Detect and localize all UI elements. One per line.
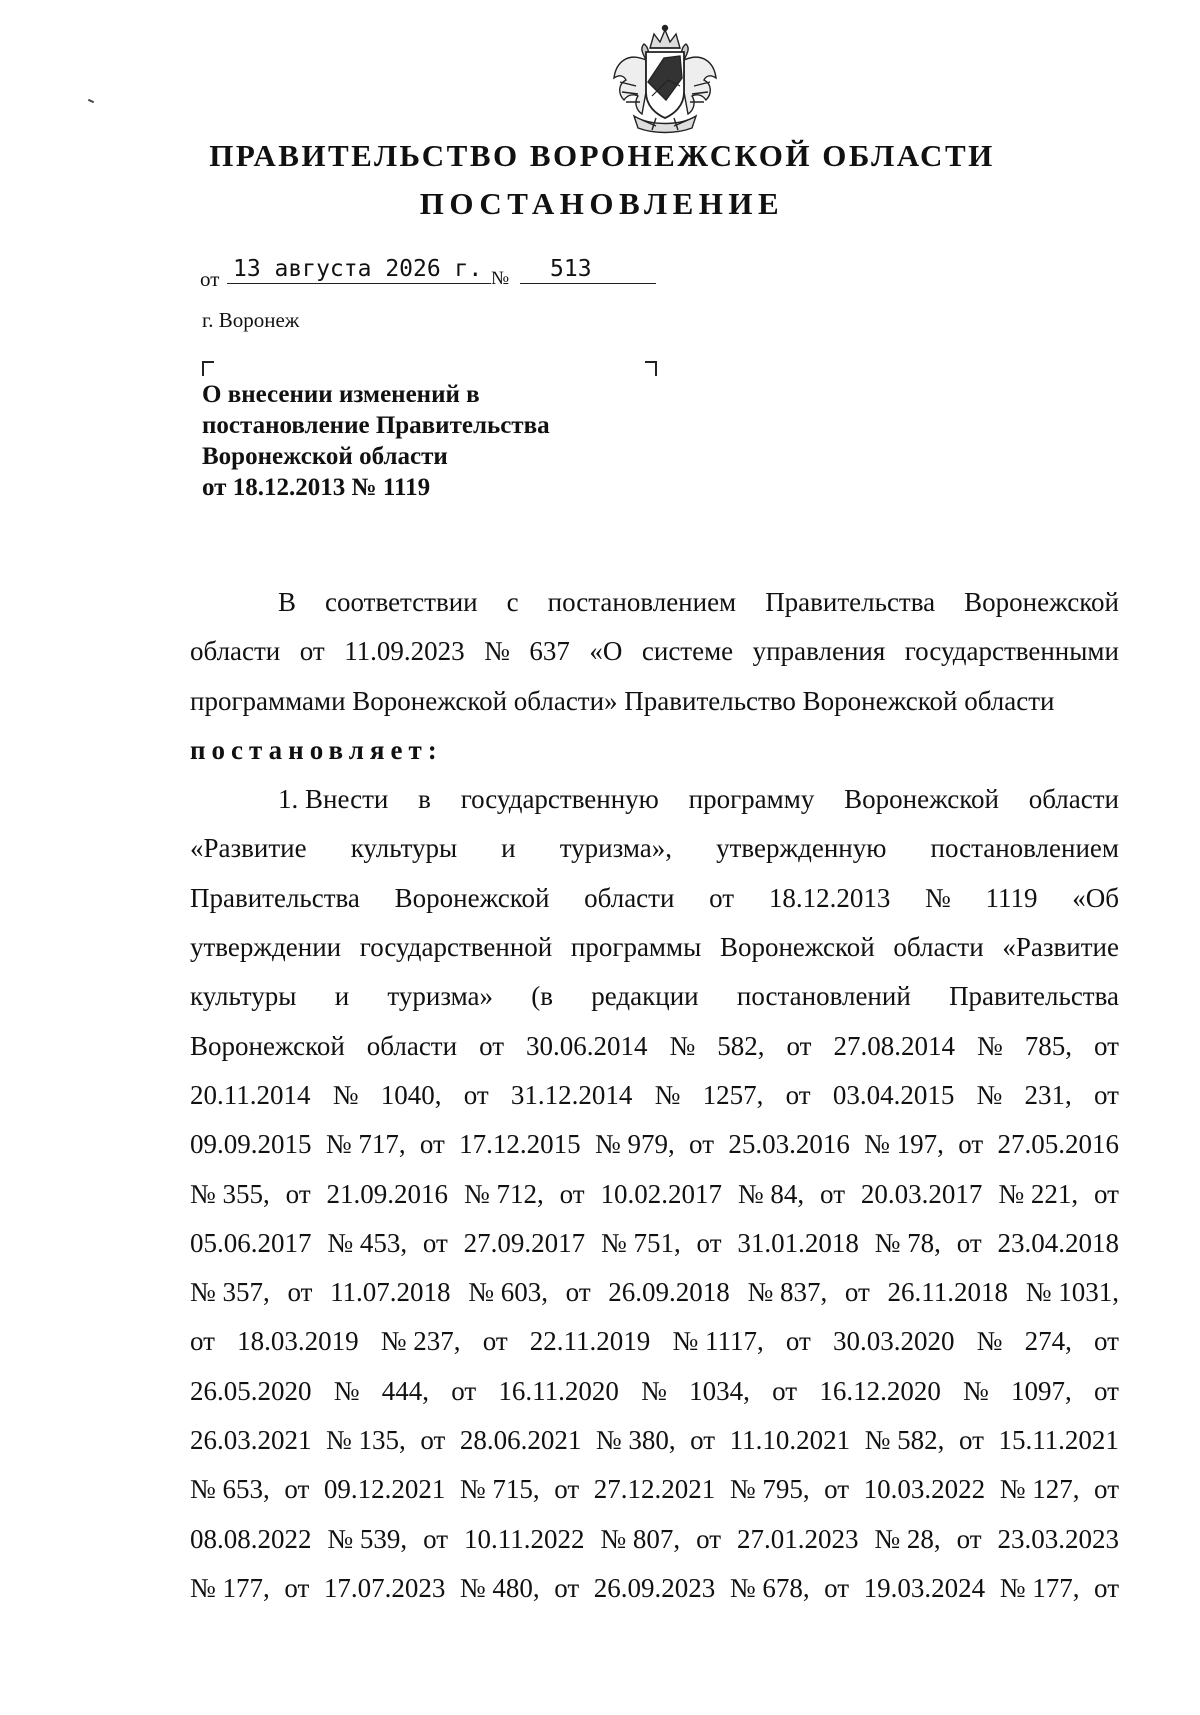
- body-word: 27.09.2017: [463, 1227, 586, 1258]
- body-word: области: [190, 636, 281, 667]
- body-word: от: [958, 1425, 984, 1456]
- body-word: № 84,: [737, 1178, 805, 1209]
- subject-bracket-right: [645, 361, 657, 376]
- body-word: № 717,: [325, 1129, 406, 1160]
- body-line: [190, 1022, 1119, 1071]
- body-word: 16.11.2020: [498, 1375, 619, 1406]
- body-word: от: [422, 1227, 448, 1258]
- body-word: от: [423, 1523, 449, 1554]
- body-word: 26.09.2023: [593, 1572, 716, 1603]
- body-word: «Об: [1072, 882, 1119, 913]
- body-word: 1257,: [702, 1079, 764, 1110]
- body-line: [190, 677, 1119, 726]
- body-word: от: [554, 1474, 580, 1505]
- body-line: [190, 923, 1119, 972]
- body-word: 09.12.2021: [323, 1474, 446, 1505]
- body-word: 03.04.2015: [832, 1079, 955, 1110]
- body-word: области: [366, 1030, 458, 1061]
- body-word: 17.12.2015: [459, 1129, 581, 1160]
- body-word: № 979,: [594, 1129, 675, 1160]
- body-word: от: [299, 636, 325, 667]
- body-word: (в: [531, 981, 554, 1012]
- body-word: культуры: [350, 833, 458, 864]
- body-word: области: [1028, 784, 1119, 815]
- body-word: №: [332, 1079, 359, 1110]
- body-word: № 135,: [326, 1425, 406, 1456]
- body-word: 26.03.2021: [190, 1425, 312, 1456]
- body-word: от: [1093, 1326, 1119, 1357]
- body-word: 30.03.2020: [832, 1326, 955, 1357]
- body-line: [190, 1268, 1119, 1317]
- body-word: № 582,: [864, 1425, 945, 1456]
- body-word: соответствии: [325, 587, 478, 617]
- body-word: 26.05.2020: [190, 1375, 312, 1406]
- number-field: 513: [520, 255, 656, 284]
- body-word: программами Воронежской области» Правительство Воронежской области: [190, 685, 1055, 716]
- body-word: 26.11.2018: [887, 1277, 1009, 1308]
- body-word: 17.07.2023: [323, 1572, 446, 1603]
- body-word: №: [333, 1375, 360, 1406]
- body-word: 08.08.2022: [190, 1523, 312, 1554]
- body-line: [190, 578, 1119, 627]
- body-word: Воронежской: [719, 932, 875, 963]
- body-word: № 712,: [463, 1178, 544, 1209]
- body-word: культуры: [190, 981, 297, 1012]
- body-word: и: [334, 981, 350, 1012]
- body-word: № 453,: [327, 1227, 408, 1258]
- body-word: № 380,: [595, 1425, 676, 1456]
- body-word: от: [772, 1375, 798, 1406]
- body-word: Воронежской: [964, 587, 1119, 617]
- body-word: «Развитие: [190, 833, 307, 864]
- body-word: № 603,: [468, 1277, 548, 1308]
- body-word: 1. Внести: [278, 784, 389, 815]
- body-line: [190, 972, 1119, 1021]
- body-word: № 127,: [999, 1474, 1080, 1505]
- body-word: и: [501, 833, 516, 864]
- body-word: управления: [752, 636, 886, 667]
- body-word: № 357,: [190, 1277, 270, 1308]
- body-word: 27.08.2014: [833, 1030, 955, 1061]
- body-word: 11.07.2018: [330, 1277, 451, 1308]
- body-line: [190, 775, 1119, 824]
- body-word: от: [1094, 1030, 1119, 1061]
- body-word: 10.02.2017: [600, 1178, 722, 1209]
- subject-line: О внесении изменений в: [202, 381, 480, 408]
- body-word: 11.10.2021: [729, 1425, 851, 1456]
- body-word: туризма»,: [559, 833, 673, 864]
- body-word: редакции: [591, 981, 699, 1012]
- body-word: 1119: [985, 882, 1038, 913]
- body-line: [190, 1515, 1119, 1564]
- body-word: №: [654, 1079, 681, 1110]
- body-line: [190, 1170, 1119, 1219]
- body-word: 09.09.2015: [190, 1129, 312, 1160]
- body-word: № 221,: [998, 1178, 1079, 1209]
- body-word: от: [824, 1572, 850, 1603]
- body-word: от: [190, 1326, 215, 1357]
- body-word: 582,: [717, 1030, 765, 1061]
- body-line: [190, 1367, 1119, 1416]
- body-word: 22.11.2019: [529, 1326, 651, 1357]
- body-word: от: [284, 1474, 310, 1505]
- body-word: № 355,: [190, 1178, 270, 1209]
- body-word: 20.03.2017: [860, 1178, 983, 1209]
- body-word: № 78,: [874, 1227, 941, 1258]
- document-type-title: ПОСТАНОВЛЕНИЕ: [419, 186, 785, 221]
- body-word: № 197,: [864, 1129, 944, 1160]
- body-word: 28.06.2021: [459, 1425, 582, 1456]
- body-word: от: [419, 1129, 445, 1160]
- coat-of-arms-icon: [606, 22, 724, 138]
- body-word: в: [418, 784, 431, 815]
- body-word: № 480,: [459, 1572, 540, 1603]
- body-line: [190, 874, 1119, 923]
- body-word: №: [484, 636, 510, 667]
- subject-heading: [202, 379, 550, 503]
- scan-artifact: [88, 99, 94, 103]
- body-word: № 715,: [459, 1474, 540, 1505]
- body-word: от: [565, 1277, 591, 1308]
- body-word: № 177,: [190, 1572, 270, 1603]
- body-word: 23.04.2018: [997, 1227, 1119, 1258]
- body-word: 27.01.2023: [736, 1523, 859, 1554]
- body-word: области: [893, 932, 984, 963]
- date-field: 13 августа 2026 г.: [227, 255, 491, 284]
- body-word: от: [689, 1129, 714, 1160]
- body-word: программу: [688, 784, 815, 815]
- body-word: программы: [570, 932, 702, 963]
- body-word: 16.12.2020: [819, 1375, 941, 1406]
- body-word: постановлением: [547, 587, 737, 617]
- body-word: 25.03.2016: [728, 1129, 850, 1160]
- body-word: от: [785, 1326, 811, 1357]
- body-word: постановлений: [736, 981, 911, 1012]
- body-word: 30.06.2014: [526, 1030, 648, 1061]
- number-prefix-label: №: [491, 268, 510, 289]
- body-word: № 837,: [747, 1277, 828, 1308]
- body-word: №: [669, 1030, 696, 1061]
- body-word: 20.11.2014: [190, 1079, 311, 1110]
- body-word: от: [559, 1178, 585, 1209]
- body-word: №: [976, 1326, 1003, 1357]
- body-word: 18.12.2013: [768, 882, 891, 913]
- body-word: 19.03.2024: [863, 1572, 986, 1603]
- body-word: № 177,: [999, 1572, 1080, 1603]
- body-word: № 1117,: [672, 1326, 764, 1357]
- body-word: № 751,: [600, 1227, 681, 1258]
- body-word: 23.03.2023: [997, 1523, 1119, 1554]
- body-word: № 28,: [874, 1523, 941, 1554]
- body-word: № 678,: [729, 1572, 810, 1603]
- body-text: [190, 578, 1119, 1613]
- body-word: государственными: [904, 636, 1119, 667]
- subject-line: постановление Правительства: [202, 412, 550, 439]
- subject-line: от 18.12.2013 № 1119: [202, 474, 431, 501]
- body-line: [190, 1564, 1119, 1613]
- body-word: Правительства: [949, 981, 1119, 1012]
- body-line: [190, 824, 1119, 873]
- body-word: №: [963, 1375, 989, 1406]
- body-word: № 539,: [327, 1523, 408, 1554]
- body-word: области: [584, 882, 675, 913]
- body-word: 444,: [381, 1375, 429, 1406]
- body-word: 18.03.2019: [237, 1326, 359, 1357]
- body-word: от: [1094, 1572, 1119, 1603]
- body-word: 785,: [1024, 1030, 1072, 1061]
- body-word: от: [285, 1178, 311, 1209]
- body-word: утвержденную: [716, 833, 887, 864]
- body-word: от: [284, 1572, 310, 1603]
- government-title: ПРАВИТЕЛЬСТВО ВОРОНЕЖСКОЙ ОБЛАСТИ: [209, 138, 995, 173]
- body-word: от: [696, 1227, 722, 1258]
- body-word: государственной: [359, 932, 553, 963]
- body-word: 231,: [1024, 1079, 1072, 1110]
- body-word: от: [554, 1572, 580, 1603]
- body-word: 1034,: [689, 1375, 750, 1406]
- body-line: [190, 1416, 1119, 1465]
- body-word: постановлением: [930, 833, 1119, 864]
- body-line: [190, 1120, 1119, 1169]
- body-word: от: [1094, 1079, 1119, 1110]
- body-line: [190, 627, 1119, 676]
- body-word: 274,: [1024, 1326, 1072, 1357]
- body-line: [190, 1317, 1119, 1366]
- body-word: постановляет:: [190, 734, 443, 765]
- body-word: от: [451, 1375, 477, 1406]
- subject-bracket-left: [202, 361, 214, 376]
- body-word: утверждении: [190, 932, 342, 963]
- body-word: В: [278, 587, 297, 617]
- date-prefix-label: от: [200, 267, 220, 291]
- body-word: 15.11.2021: [998, 1425, 1119, 1456]
- body-word: государственную: [460, 784, 659, 815]
- body-word: № 1031,: [1025, 1277, 1119, 1308]
- body-word: № 237,: [380, 1326, 461, 1357]
- body-word: от: [463, 1079, 489, 1110]
- body-word: 1097,: [1011, 1375, 1072, 1406]
- body-word: № 653,: [190, 1474, 270, 1505]
- city-label: г. Воронеж: [202, 308, 300, 332]
- body-word: от: [820, 1178, 845, 1209]
- body-line: [190, 726, 1119, 775]
- body-word: от: [690, 1425, 716, 1456]
- body-word: №: [976, 1030, 1003, 1061]
- body-word: Воронежской: [844, 784, 999, 815]
- body-word: Воронежской: [394, 882, 550, 913]
- body-word: от: [287, 1277, 313, 1308]
- body-word: от: [482, 1326, 508, 1357]
- body-word: 10.11.2022: [463, 1523, 585, 1554]
- body-word: № 807,: [600, 1523, 681, 1554]
- body-word: от: [420, 1425, 446, 1456]
- body-word: 11.09.2023: [344, 636, 465, 667]
- body-word: с: [506, 587, 519, 617]
- body-word: «О: [589, 636, 623, 667]
- body-word: системе: [641, 636, 734, 667]
- body-word: 31.01.2018: [737, 1227, 859, 1258]
- body-word: 05.06.2017: [190, 1227, 312, 1258]
- body-line: [190, 1071, 1119, 1120]
- body-word: «Развитие: [1002, 932, 1119, 963]
- body-word: от: [1093, 1178, 1119, 1209]
- body-word: от: [958, 1129, 984, 1160]
- body-word: от: [1094, 1474, 1119, 1505]
- body-word: от: [709, 882, 735, 913]
- body-word: от: [1094, 1375, 1119, 1406]
- body-line: [190, 1219, 1119, 1268]
- body-word: туризма»: [387, 981, 493, 1012]
- body-word: 26.09.2018: [608, 1277, 730, 1308]
- body-word: от: [844, 1277, 870, 1308]
- body-word: №: [976, 1079, 1003, 1110]
- body-word: Правительства: [765, 587, 936, 617]
- body-word: 27.12.2021: [593, 1474, 716, 1505]
- body-word: № 795,: [729, 1474, 810, 1505]
- body-line: [190, 1465, 1119, 1514]
- body-word: Правительства: [190, 882, 360, 913]
- body-word: от: [479, 1030, 505, 1061]
- body-word: от: [696, 1523, 722, 1554]
- body-word: №: [641, 1375, 667, 1406]
- body-word: 31.12.2014: [510, 1079, 633, 1110]
- body-word: 27.05.2016: [997, 1129, 1119, 1160]
- body-word: Воронежской: [190, 1030, 345, 1061]
- body-word: 1040,: [380, 1079, 442, 1110]
- body-word: от: [956, 1523, 982, 1554]
- body-word: от: [786, 1030, 812, 1061]
- body-word: от: [824, 1474, 850, 1505]
- body-word: от: [785, 1079, 811, 1110]
- body-word: 637: [529, 636, 570, 667]
- body-word: №: [925, 882, 951, 913]
- body-word: 21.09.2016: [326, 1178, 449, 1209]
- subject-line: Воронежской области: [202, 443, 448, 470]
- body-word: от: [956, 1227, 982, 1258]
- body-word: 10.03.2022: [863, 1474, 986, 1505]
